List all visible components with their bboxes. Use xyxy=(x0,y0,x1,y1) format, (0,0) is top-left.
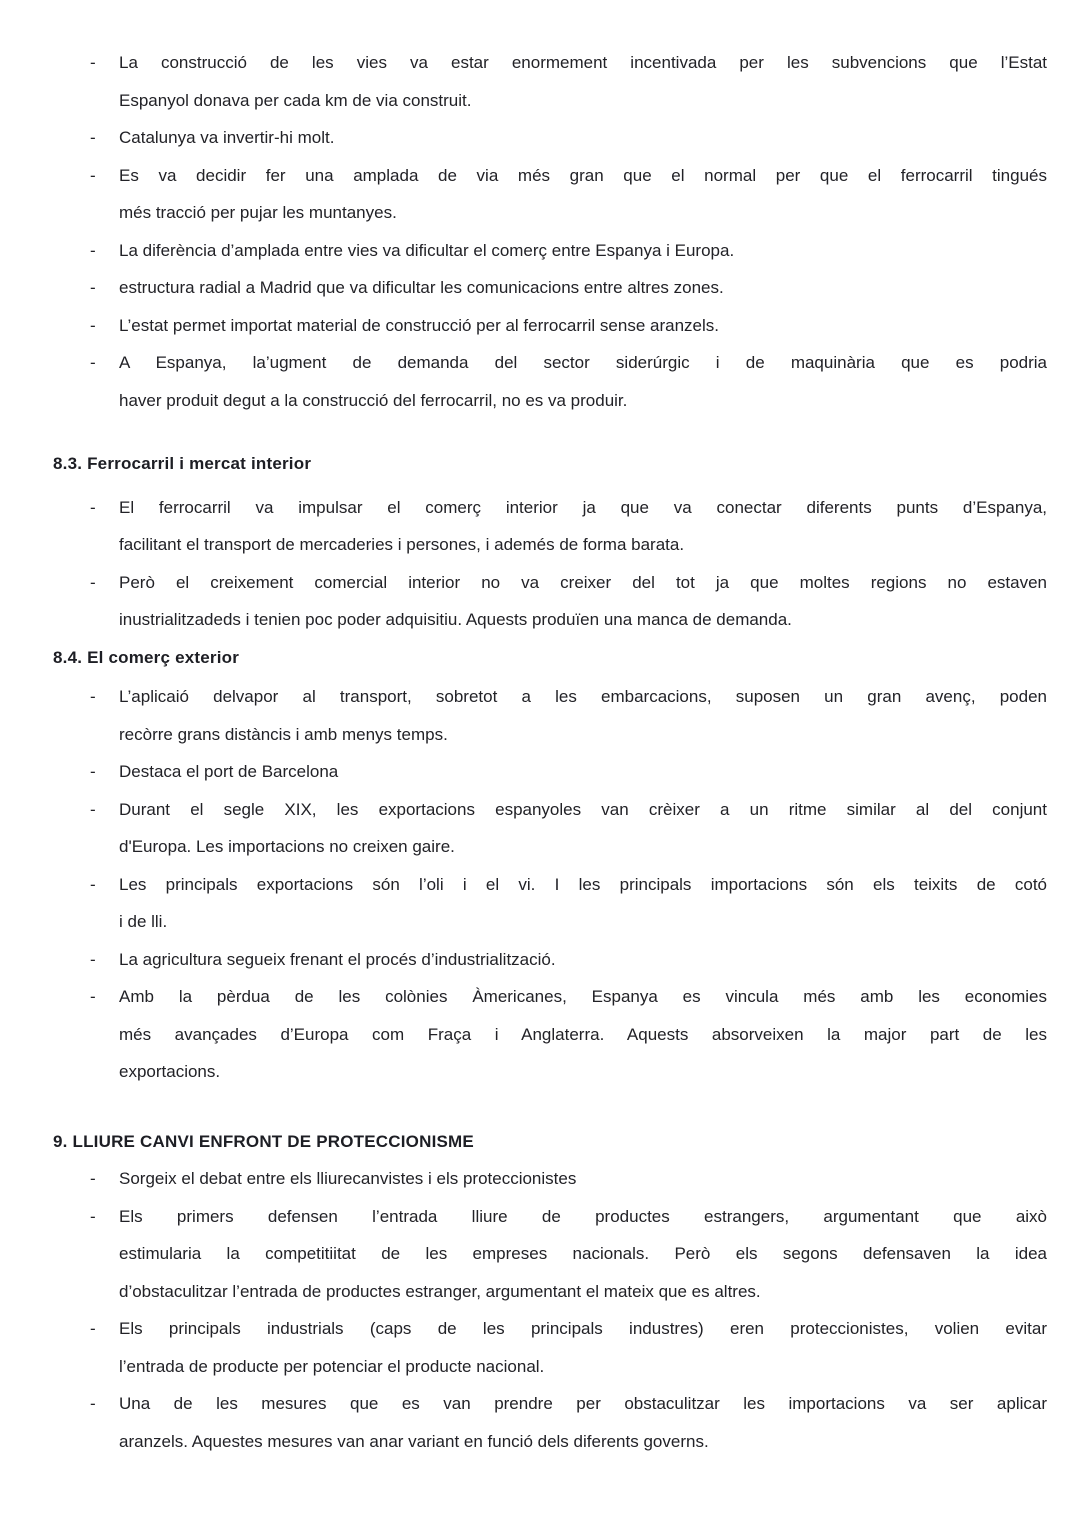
bullet-dash: - xyxy=(90,240,96,260)
list-item-line: més avançades d’Europa com Fraça i Anglaterra. Aquests absorveixen la major part de les xyxy=(119,1024,1047,1044)
list-item-line: i de lli. xyxy=(119,912,168,931)
list-item xyxy=(53,941,1047,979)
list-item-line: L’estat permet importat material de construcció per al ferrocarril sense aranzels. xyxy=(119,315,719,335)
bullet-dash: - xyxy=(90,949,96,969)
bullet-dash: - xyxy=(90,165,96,185)
list-item xyxy=(53,978,1047,1091)
list-item-line: La agricultura segueix frenant el procés d’industrialització. xyxy=(119,949,556,969)
section-heading-8-3: 8.3. Ferrocarril i mercat interior xyxy=(53,454,312,473)
list-item-line: Espanyol donava per cada km de via construit. xyxy=(119,90,472,110)
list-item xyxy=(53,866,1047,941)
bullet-dash: - xyxy=(90,497,96,517)
bullet-list-lliure-canvi xyxy=(53,1160,1047,1460)
bullet-dash: - xyxy=(90,762,96,781)
list-item-line: facilitant el transport de mercaderies i persones, i ademés de forma barata. xyxy=(119,535,685,554)
list-item xyxy=(53,564,1047,639)
list-item xyxy=(53,344,1047,419)
list-item xyxy=(53,307,1047,345)
list-item-line: La construcció de les vies va estar enormement incentivada per les subvencions que l’Estat xyxy=(119,53,1047,72)
list-item-line: Amb la pèrdua de les colònies Àmericanes, Espanya es vincula més amb les economies xyxy=(119,987,1047,1006)
list-item xyxy=(53,1198,1047,1311)
list-item-line: estimularia la competitiitat de les empreses nacionals. Però els segons defensaven la idea xyxy=(119,1244,1047,1263)
list-item xyxy=(53,1385,1047,1460)
bullet-list-comerc-exterior xyxy=(53,678,1047,1091)
list-item-line: Durant el segle XIX, les exportacions espanyoles van crèixer a un ritme similar al del conjunt xyxy=(119,799,1047,819)
bullet-dash: - xyxy=(90,53,96,72)
list-item xyxy=(53,489,1047,564)
list-item xyxy=(53,232,1047,270)
list-item-line: L’aplicaió delvapor al transport, sobretot a les embarcacions, suposen un gran avenç, poden xyxy=(119,687,1047,706)
list-item-line: Destaca el port de Barcelona xyxy=(119,762,339,781)
bullet-dash: - xyxy=(90,1206,96,1226)
list-item-line: Els primers defensen l’entrada lliure de productes estrangers, argumentant que això xyxy=(119,1206,1047,1226)
list-item xyxy=(53,119,1047,157)
list-item-line: més tracció per pujar les muntanyes. xyxy=(119,203,397,222)
list-item-line: estructura radial a Madrid que va dificultar les comunicacions entre altres zones. xyxy=(119,278,724,297)
list-item-line: Els principals industrials (caps de les principals industres) eren proteccionistes, volien evitar xyxy=(119,1319,1047,1338)
list-item-line: aranzels. Aquestes mesures van anar variant en funció dels diferents governs. xyxy=(119,1431,709,1451)
list-item-line: recòrre grans distàncis i amb menys temps. xyxy=(119,724,448,744)
bullet-dash: - xyxy=(90,874,96,894)
list-item-line: d’obstaculitzar l’entrada de productes estranger, argumentant el mateix que es altres. xyxy=(119,1281,761,1301)
bullet-dash: - xyxy=(90,1319,96,1338)
section-heading-9: 9. LLIURE CANVI ENFRONT DE PROTECCIONISME xyxy=(53,1131,474,1151)
section-heading-8-4: 8.4. El comerç exterior xyxy=(53,647,240,667)
list-item-line: Però el creixement comercial interior no va creixer del tot ja que moltes regions no estaven xyxy=(119,572,1047,592)
list-item xyxy=(53,791,1047,866)
bullet-dash: - xyxy=(90,353,96,372)
list-item xyxy=(53,1160,1047,1198)
bullet-dash: - xyxy=(90,128,96,147)
list-item xyxy=(53,678,1047,753)
bullet-dash: - xyxy=(90,278,96,297)
list-item-line: Catalunya va invertir-hi molt. xyxy=(119,128,335,147)
list-item-line: Es va decidir fer una amplada de via més gran que el normal per que el ferrocarril tingués xyxy=(119,165,1047,185)
bullet-dash: - xyxy=(90,1169,96,1188)
list-item-line: exportacions. xyxy=(119,1062,221,1081)
bullet-dash: - xyxy=(90,687,96,706)
list-item-line: haver produit degut a la construcció del ferrocarril, no es va produir. xyxy=(119,390,628,410)
bullet-dash: - xyxy=(90,799,96,819)
bullet-dash: - xyxy=(90,987,96,1006)
bullet-dash: - xyxy=(90,315,96,335)
list-item xyxy=(53,157,1047,232)
list-item xyxy=(53,753,1047,791)
list-item-line: A Espanya, la’ugment de demanda del sector siderúrgic i de maquinària que es podria xyxy=(119,353,1047,372)
list-item-line: l’entrada de producte per potenciar el producte nacional. xyxy=(119,1356,545,1376)
list-item xyxy=(53,1310,1047,1385)
list-item-line: inustrialitzadeds i tenien poc poder adquisitiu. Aquests produïen una manca de demanda. xyxy=(119,610,792,629)
list-item-line: La diferència d’amplada entre vies va dificultar el comerç entre Espanya i Europa. xyxy=(119,240,735,260)
list-item-line: Una de les mesures que es van prendre per obstaculitzar les importacions va ser aplicar xyxy=(119,1394,1047,1413)
bullet-dash: - xyxy=(90,1394,96,1413)
list-item xyxy=(53,44,1047,119)
bullet-dash: - xyxy=(90,572,96,592)
list-item-line: Les principals exportacions són l’oli i el vi. I les principals importacions són els teixits de cotó xyxy=(119,874,1047,894)
list-item-line: d'Europa. Les importacions no creixen gaire. xyxy=(119,837,455,856)
list-item-line: El ferrocarril va impulsar el comerç interior ja que va conectar diferents punts d’Espanya, xyxy=(119,497,1047,517)
bullet-list-mercat-interior xyxy=(53,489,1047,639)
bullet-list-railways xyxy=(53,44,1047,419)
list-item-line: Sorgeix el debat entre els lliurecanvistes i els proteccionistes xyxy=(119,1169,577,1188)
list-item xyxy=(53,269,1047,307)
